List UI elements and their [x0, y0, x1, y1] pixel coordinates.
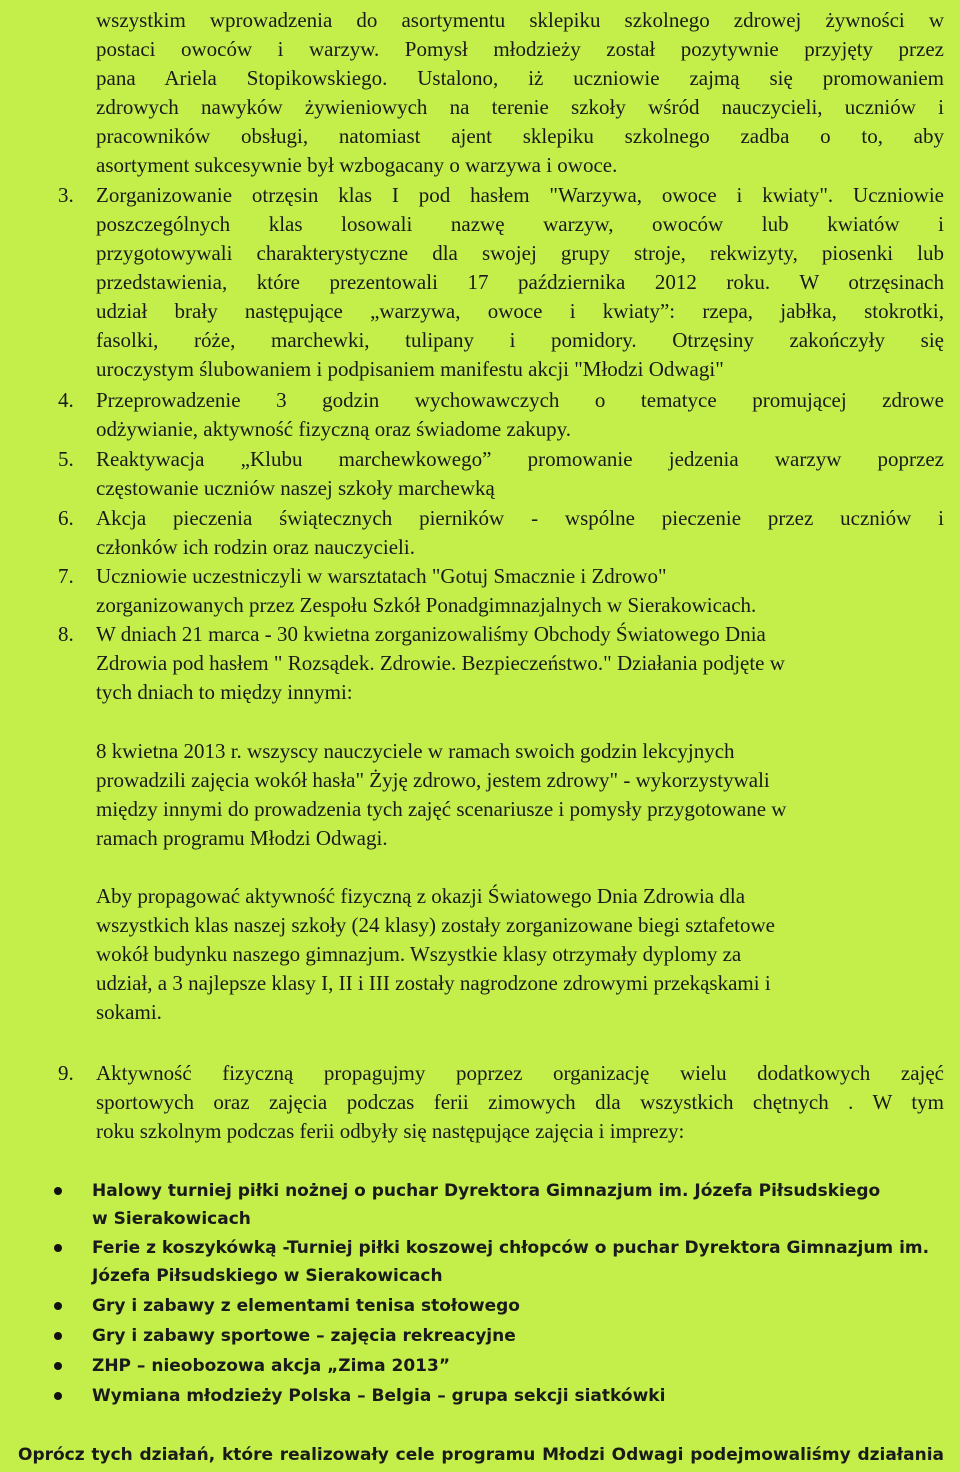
- list-number: 8.: [58, 622, 74, 646]
- text-line: pracowników obsługi, natomiast ajent sklepiku szkolnego zadba o to, aby: [96, 124, 944, 148]
- bullet-icon: [54, 1362, 62, 1370]
- text-line: przedstawienia, które prezentowali 17 października 2012 roku. W otrzęsinach: [96, 270, 944, 294]
- text-line: Zdrowia pod hasłem " Rozsądek. Zdrowie. Bezpieczeństwo." Działania podjęte w: [96, 651, 785, 675]
- text-line: udział brały następujące „warzywa, owoce i kwiaty”: rzepa, jabłka, stokrotki,: [96, 299, 944, 323]
- bullet-icon: [54, 1244, 62, 1252]
- text-line: Aktywność fizyczną propagujmy poprzez organizację wielu dodatkowych zajęć: [96, 1061, 944, 1085]
- text-line: wszystkim wprowadzenia do asortymentu sklepiku szkolnego zdrowej żywności w: [96, 8, 944, 32]
- list-item: Halowy turniej piłki nożnej o puchar Dyrektora Gimnazjum im. Józefa Piłsudskiego: [92, 1181, 881, 1201]
- text-line: odżywianie, aktywność fizyczną oraz świadome zakupy.: [96, 417, 572, 441]
- text-line: postaci owoców i warzyw. Pomysł młodzieży został pozytywnie przyjęty przez: [96, 37, 944, 61]
- bullet-icon: [54, 1332, 62, 1340]
- text-line: zorganizowanych przez Zespołu Szkół Ponadgimnazjalnych w Sierakowicach.: [96, 593, 757, 617]
- text-line: udział, a 3 najlepsze klasy I, II i III zostały nagrodzone zdrowymi przekąskami i: [96, 971, 771, 995]
- footer-text: Oprócz tych działań, które realizowały cele programu Młodzi Odwagi podejmowaliśmy działania: [18, 1445, 944, 1465]
- text-line: tych dniach to między innymi:: [96, 680, 353, 704]
- bullet-icon: [54, 1187, 62, 1195]
- text-line: Aby propagować aktywność fizyczną z okazji Światowego Dnia Zdrowia dla: [96, 884, 746, 908]
- text-line: Akcja pieczenia świątecznych pierników - wspólne pieczenie przez uczniów i: [96, 506, 944, 530]
- bullet-icon: [54, 1302, 62, 1310]
- text-line: zdrowych nawyków żywieniowych na terenie szkoły wśród nauczycieli, uczniów i: [96, 95, 944, 119]
- text-line: wszystkich klas naszej szkoły (24 klasy) zostały zorganizowane biegi sztafetowe: [96, 913, 775, 937]
- text-line: Reaktywacja „Klubu marchewkowego” promowanie jedzenia warzyw poprzez: [96, 447, 944, 471]
- text-line: uroczystym ślubowaniem i podpisaniem manifestu akcji "Młodzi Odwagi": [96, 357, 724, 381]
- bullet-icon: [54, 1392, 62, 1400]
- text-line: sportowych oraz zajęcia podczas ferii zimowych dla wszystkich chętnych . W tym: [96, 1090, 944, 1114]
- text-line: Przeprowadzenie 3 godzin wychowawczych o tematyce promującej zdrowe: [96, 388, 944, 412]
- list-number: 4.: [58, 388, 74, 412]
- list-number: 7.: [58, 564, 74, 588]
- text-line: Zorganizowanie otrzęsin klas I pod hasłem "Warzywa, owoce i kwiaty". Uczniowie: [96, 183, 944, 207]
- list-number: 9.: [58, 1061, 74, 1085]
- list-item: Gry i zabawy z elementami tenisa stołowego: [92, 1296, 520, 1316]
- text-line: roku szkolnym podczas ferii odbyły się następujące zajęcia i imprezy:: [96, 1119, 685, 1143]
- list-number: 5.: [58, 447, 74, 471]
- text-line: W dniach 21 marca - 30 kwietna zorganizowaliśmy Obchody Światowego Dnia: [96, 622, 766, 646]
- list-item: ZHP – nieobozowa akcja „Zima 2013”: [92, 1356, 450, 1376]
- list-number: 3.: [58, 183, 74, 207]
- text-line: wokół budynku naszego gimnazjum. Wszystkie klasy otrzymały dyplomy za: [96, 942, 742, 966]
- text-line: członków ich rodzin oraz nauczycieli.: [96, 535, 415, 559]
- text-line: Uczniowie uczestniczyli w warsztatach "Gotuj Smacznie i Zdrowo": [96, 564, 667, 588]
- list-item: Gry i zabawy sportowe – zajęcia rekreacyjne: [92, 1326, 516, 1346]
- text-line: fasolki, róże, marchewki, tulipany i pomidory. Otrzęsiny zakończyły się: [96, 328, 944, 352]
- text-line: pana Ariela Stopikowskiego. Ustalono, iż uczniowie zajmą się promowaniem: [96, 66, 944, 90]
- list-item: Wymiana młodzieży Polska – Belgia – grupa sekcji siatkówki: [92, 1386, 666, 1406]
- list-item: Ferie z koszykówką -Turniej piłki koszowej chłopców o puchar Dyrektora Gimnazjum im.: [92, 1238, 930, 1258]
- text-line: ramach programu Młodzi Odwagi.: [96, 826, 388, 850]
- text-line: prowadzili zajęcia wokół hasła" Żyję zdrowo, jestem zdrowy" - wykorzystywali: [96, 768, 770, 792]
- text-line: sokami.: [96, 1000, 162, 1024]
- text-line: między innymi do prowadzenia tych zajęć scenariusze i pomysły przygotowane w: [96, 797, 787, 821]
- text-line: 8 kwietna 2013 r. wszyscy nauczyciele w ramach swoich godzin lekcyjnych: [96, 739, 735, 763]
- list-number: 6.: [58, 506, 74, 530]
- text-line: asortyment sukcesywnie był wzbogacany o warzywa i owoce.: [96, 153, 618, 177]
- text-line: częstowanie uczniów naszej szkoły marchewką: [96, 476, 495, 500]
- text-line: przygotowywali charakterystyczne dla swojej grupy stroje, rekwizyty, piosenki lub: [96, 241, 944, 265]
- text-line: poszczególnych klas losowali nazwę warzyw, owoców lub kwiatów i: [96, 212, 944, 236]
- list-item: w Sierakowicach: [92, 1209, 251, 1229]
- list-item: Józefa Piłsudskiego w Sierakowicach: [92, 1266, 443, 1286]
